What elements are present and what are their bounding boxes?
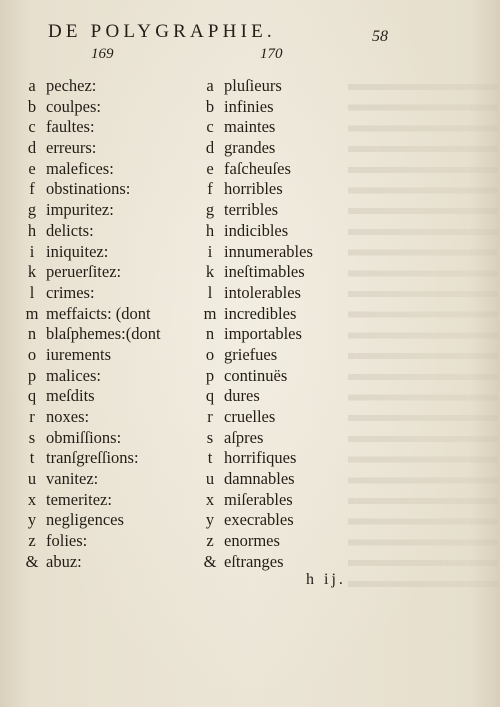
right-cipher-word: infinies — [224, 96, 274, 116]
left-list-item — [18, 138, 198, 159]
right-cipher-letter: o — [205, 344, 215, 364]
right-cipher-letter: l — [207, 282, 213, 302]
left-cipher-word: peruerſitez: — [46, 262, 122, 282]
right-list-item — [196, 345, 356, 366]
left-cipher-letter: p — [27, 365, 37, 385]
left-cipher-letter: y — [27, 510, 37, 530]
left-cipher-letter: b — [27, 96, 37, 116]
left-cipher-letter: d — [27, 138, 37, 158]
left-list-item — [18, 552, 198, 573]
right-list-item — [196, 304, 356, 325]
left-list-item — [18, 117, 198, 138]
left-cipher-word: delicts: — [46, 220, 94, 240]
left-list-item — [18, 407, 198, 428]
left-cipher-letter: o — [27, 344, 37, 364]
left-list-item — [18, 366, 198, 387]
left-cipher-letter: a — [28, 76, 36, 95]
right-cipher-letter: p — [205, 365, 215, 385]
right-cipher-letter: a — [206, 76, 214, 95]
left-cipher-letter: i — [29, 241, 35, 261]
right-list-item — [196, 179, 356, 200]
left-cipher-word: blaſphemes:(dont — [46, 324, 161, 344]
left-list-item — [18, 386, 198, 407]
left-word-list — [18, 76, 198, 573]
right-cipher-letter: r — [207, 407, 213, 426]
right-cipher-word: damnables — [224, 469, 295, 489]
left-list-item — [18, 159, 198, 180]
right-list-item — [196, 428, 356, 449]
right-cipher-letter: q — [205, 386, 215, 406]
right-cipher-letter: b — [205, 96, 215, 116]
right-cipher-word: pluſieurs — [224, 76, 282, 95]
right-list-item — [196, 469, 356, 490]
left-list-item — [18, 448, 198, 469]
left-cipher-word: negligences — [46, 510, 124, 530]
right-list-item — [196, 242, 356, 263]
right-cipher-word: cruelles — [224, 407, 276, 426]
right-cipher-word: innumerables — [224, 241, 313, 261]
right-cipher-letter: s — [206, 427, 214, 447]
right-list-item — [196, 324, 356, 345]
right-cipher-letter: d — [205, 138, 215, 158]
left-cipher-letter: t — [29, 448, 35, 468]
page-number: 58 — [372, 28, 388, 45]
left-cipher-word: folies: — [46, 531, 88, 551]
left-cipher-word: faultes: — [46, 117, 95, 137]
left-list-item — [18, 324, 198, 345]
right-cipher-word: eſtranges — [224, 551, 284, 571]
left-list-item — [18, 304, 198, 325]
right-word-list — [196, 76, 356, 573]
left-cipher-letter: r — [29, 407, 35, 426]
left-cipher-letter: e — [28, 158, 36, 178]
right-cipher-word: aſpres — [224, 427, 264, 447]
left-cipher-word: vanitez: — [46, 469, 99, 489]
left-cipher-word: noxes: — [46, 407, 90, 426]
right-list-item — [196, 262, 356, 283]
right-list-item — [196, 221, 356, 242]
right-cipher-letter: n — [205, 324, 215, 344]
right-cipher-letter: k — [205, 262, 215, 282]
right-cipher-word: importables — [224, 324, 302, 344]
right-cipher-word: grandes — [224, 138, 276, 158]
left-list-item — [18, 221, 198, 242]
right-cipher-word: terribles — [224, 200, 279, 220]
left-cipher-word: temeritez: — [46, 489, 112, 509]
right-list-item — [196, 366, 356, 387]
left-cipher-letter: h — [27, 220, 37, 240]
right-list-item — [196, 386, 356, 407]
left-cipher-letter: q — [27, 386, 37, 406]
left-cipher-word: impuritez: — [46, 200, 114, 220]
left-cipher-word: malefices: — [46, 158, 114, 178]
left-column-number: 169 — [91, 46, 114, 62]
left-cipher-letter: n — [27, 324, 37, 344]
right-list-item — [196, 97, 356, 118]
right-cipher-letter: z — [206, 531, 214, 551]
right-cipher-word: horribles — [224, 179, 283, 199]
right-list-item — [196, 531, 356, 552]
right-cipher-letter: m — [203, 303, 217, 323]
left-cipher-word: pechez: — [46, 76, 97, 95]
left-cipher-word: meffaicts: (dont — [46, 303, 151, 323]
left-cipher-letter: f — [29, 179, 35, 199]
right-cipher-letter: c — [206, 117, 214, 137]
right-cipher-word: enormes — [224, 531, 280, 551]
left-list-item — [18, 531, 198, 552]
left-cipher-letter: u — [27, 469, 37, 489]
left-cipher-letter: k — [27, 262, 37, 282]
right-list-item — [196, 448, 356, 469]
right-cipher-word: intolerables — [224, 282, 301, 302]
left-list-item — [18, 283, 198, 304]
right-cipher-word: horrifiques — [224, 448, 297, 468]
right-list-item — [196, 159, 356, 180]
left-cipher-word: abuz: — [46, 551, 82, 571]
right-cipher-letter: i — [207, 241, 213, 261]
left-cipher-word: iniquitez: — [46, 241, 109, 261]
right-list-item — [196, 76, 356, 97]
right-list-item — [196, 407, 356, 428]
right-cipher-letter: x — [205, 489, 215, 509]
left-cipher-word: iurements — [46, 344, 112, 364]
left-list-item — [18, 428, 198, 449]
right-cipher-letter: u — [205, 469, 215, 489]
left-cipher-letter: & — [25, 551, 39, 571]
right-list-item — [196, 490, 356, 511]
right-cipher-word: griefues — [224, 344, 278, 364]
left-cipher-word: malices: — [46, 365, 101, 385]
left-cipher-letter: s — [28, 427, 36, 447]
right-cipher-letter: f — [207, 179, 213, 199]
bleed-through-shadow — [348, 72, 498, 592]
left-list-item — [18, 97, 198, 118]
right-cipher-word: ineſtimables — [224, 262, 305, 282]
right-cipher-word: execrables — [224, 510, 294, 530]
left-list-item — [18, 179, 198, 200]
left-list-item — [18, 76, 198, 97]
right-cipher-letter: y — [205, 510, 215, 530]
right-cipher-letter: h — [205, 220, 215, 240]
right-cipher-word: miſerables — [224, 489, 293, 509]
right-cipher-word: faſcheuſes — [224, 158, 291, 178]
left-cipher-letter: g — [27, 200, 37, 220]
right-cipher-word: maintes — [224, 117, 276, 137]
left-list-item — [18, 510, 198, 531]
left-cipher-letter: m — [25, 303, 39, 323]
left-list-item — [18, 262, 198, 283]
left-cipher-word: obstinations: — [46, 179, 131, 199]
left-cipher-letter: x — [27, 489, 37, 509]
left-list-item — [18, 200, 198, 221]
running-title: DE POLYGRAPHIE. — [48, 21, 276, 42]
right-cipher-word: continuës — [224, 365, 288, 385]
right-cipher-word: indicibles — [224, 220, 289, 240]
left-cipher-letter: c — [28, 117, 36, 137]
right-list-item — [196, 200, 356, 221]
right-cipher-word: dures — [224, 386, 260, 406]
left-list-item — [18, 242, 198, 263]
left-list-item — [18, 469, 198, 490]
right-list-item — [196, 510, 356, 531]
left-list-item — [18, 345, 198, 366]
left-cipher-word: coulpes: — [46, 96, 101, 116]
left-cipher-word: crimes: — [46, 282, 95, 302]
right-cipher-letter: & — [203, 551, 217, 571]
right-cipher-letter: e — [206, 158, 214, 178]
left-cipher-letter: l — [29, 282, 35, 302]
right-list-item — [196, 283, 356, 304]
left-cipher-word: tranſgreſſions: — [46, 448, 139, 468]
signature-mark: h ij. — [306, 571, 346, 588]
left-cipher-word: obmiſſions: — [46, 427, 122, 447]
right-cipher-letter: t — [207, 448, 213, 468]
left-cipher-word: meſdits — [46, 386, 95, 406]
right-cipher-letter: g — [205, 200, 215, 220]
left-cipher-letter: z — [28, 531, 36, 551]
right-list-item — [196, 117, 356, 138]
right-cipher-word: incredibles — [224, 303, 297, 323]
left-cipher-word: erreurs: — [46, 138, 97, 158]
right-column-number: 170 — [260, 46, 283, 62]
left-list-item — [18, 490, 198, 511]
right-list-item — [196, 138, 356, 159]
